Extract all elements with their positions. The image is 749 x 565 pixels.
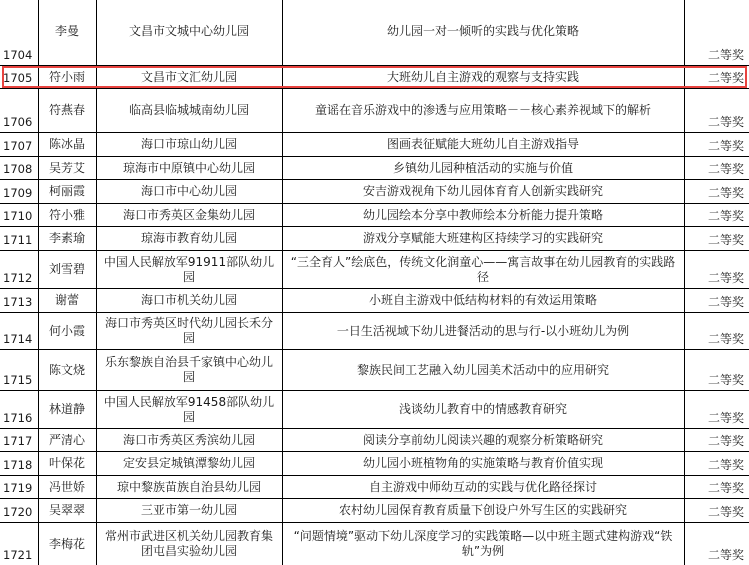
table-row bbox=[0, 452, 749, 476]
cell-award: 二等奖 bbox=[707, 139, 744, 153]
table-row bbox=[0, 180, 749, 204]
cell-title: 小班自主游戏中低结构材料的有效运用策略 bbox=[368, 293, 597, 307]
table-row bbox=[0, 66, 749, 89]
table-row bbox=[0, 204, 749, 227]
cell-name: 刘雪碧 bbox=[48, 262, 85, 276]
cell-award: 二等奖 bbox=[707, 505, 744, 519]
table-row bbox=[0, 313, 749, 350]
cell-unit: 海口市秀英区秀滨幼儿园 bbox=[122, 432, 255, 447]
cell-name: 李曼 bbox=[54, 23, 79, 38]
cell-unit: 琼海市教育幼儿园 bbox=[140, 231, 237, 245]
cell-award: 二等奖 bbox=[707, 373, 744, 387]
cell-title: 一日生活视域下幼儿进餐活动的思与行-以小班幼儿为例 bbox=[336, 323, 630, 338]
cell-name: 李梅花 bbox=[48, 536, 85, 551]
table-row bbox=[0, 391, 749, 429]
cell-title: 自主游戏中师幼互动的实践与优化路径探讨 bbox=[368, 479, 597, 494]
cell-unit: 定安县定城镇潭黎幼儿园 bbox=[122, 456, 255, 470]
cell-number: 1704 bbox=[3, 48, 33, 62]
table-row bbox=[0, 89, 749, 133]
table-row bbox=[0, 133, 749, 157]
cell-title: 乡镇幼儿园种植活动的实施与价值 bbox=[392, 160, 573, 175]
cell-title: 阅读分享前幼儿阅读兴趣的观察分析策略研究 bbox=[362, 432, 603, 447]
cell-number: 1714 bbox=[3, 332, 33, 346]
cell-award: 二等奖 bbox=[707, 481, 744, 495]
cell-unit: 文昌市文汇幼儿园 bbox=[140, 69, 237, 84]
cell-name: 陈文烧 bbox=[48, 362, 85, 377]
cell-number: 1719 bbox=[3, 481, 33, 495]
cell-award: 二等奖 bbox=[707, 209, 744, 223]
cell-title: 安吉游戏视角下幼儿园体育育人创新实践研究 bbox=[362, 184, 603, 198]
cell-unit: 常州市武进区机关幼儿园教育集团屯昌实验幼儿园 bbox=[104, 529, 273, 558]
cell-title: 幼儿园一对一倾听的实践与优化策略 bbox=[386, 23, 579, 38]
cell-number: 1706 bbox=[3, 115, 33, 129]
cell-title: 游戏分享赋能大班建构区持续学习的实践研究 bbox=[362, 231, 603, 245]
table-row bbox=[0, 350, 749, 391]
cell-award: 二等奖 bbox=[707, 271, 744, 285]
cell-number: 1708 bbox=[3, 162, 33, 176]
cell-award: 二等奖 bbox=[707, 115, 744, 129]
cell-award: 二等奖 bbox=[707, 434, 744, 448]
cell-number: 1720 bbox=[3, 505, 33, 519]
cell-number: 1710 bbox=[3, 209, 33, 223]
cell-award: 二等奖 bbox=[707, 48, 744, 62]
table-row bbox=[0, 0, 749, 66]
cell-award: 二等奖 bbox=[707, 548, 744, 562]
table-row bbox=[0, 476, 749, 499]
cell-award: 二等奖 bbox=[707, 458, 744, 472]
table-row bbox=[0, 251, 749, 289]
cell-name: 谢蕾 bbox=[54, 293, 79, 307]
cell-number: 1712 bbox=[3, 271, 33, 285]
cell-title: 童谣在音乐游戏中的渗透与应用策略－－核心素养视域下的解析 bbox=[314, 103, 651, 117]
cell-title: 图画表征赋能大班幼儿自主游戏指导 bbox=[386, 137, 579, 151]
cell-award: 二等奖 bbox=[707, 233, 744, 247]
cell-title: 农村幼儿园保育教育质量下创设户外写生区的实践研究 bbox=[338, 503, 627, 517]
cell-unit: 琼中黎族苗族自治县幼儿园 bbox=[116, 479, 261, 494]
cell-number: 1718 bbox=[3, 458, 33, 472]
cell-unit: 海口市秀英区时代幼儿园长禾分园 bbox=[104, 316, 273, 345]
table-row bbox=[0, 227, 749, 251]
cell-number: 1705 bbox=[3, 71, 33, 85]
cell-award: 二等奖 bbox=[707, 71, 744, 85]
cell-number: 1715 bbox=[3, 373, 33, 387]
cell-unit: 海口市机关幼儿园 bbox=[140, 293, 237, 307]
cell-unit: 琼海市中原镇中心幼儿园 bbox=[122, 160, 255, 175]
cell-name: 符小雅 bbox=[48, 207, 85, 222]
cell-unit: 临高县临城城南幼儿园 bbox=[128, 103, 249, 117]
cell-award: 二等奖 bbox=[707, 411, 744, 425]
cell-award: 二等奖 bbox=[707, 162, 744, 176]
cell-award: 二等奖 bbox=[707, 186, 744, 200]
cell-title: 大班幼儿自主游戏的观察与支持实践 bbox=[386, 69, 579, 84]
cell-unit: 三亚市第一幼儿园 bbox=[140, 503, 237, 517]
table-row bbox=[0, 157, 749, 180]
cell-name: 符燕春 bbox=[48, 103, 85, 117]
cell-unit: 海口市琼山幼儿园 bbox=[140, 137, 237, 151]
cell-name: 柯丽霞 bbox=[48, 184, 85, 198]
table-row bbox=[0, 499, 749, 523]
cell-number: 1721 bbox=[3, 548, 33, 562]
table-row bbox=[0, 289, 749, 313]
cell-name: 严清心 bbox=[48, 432, 85, 447]
cell-number: 1713 bbox=[3, 295, 33, 309]
table-row bbox=[0, 429, 749, 452]
cell-number: 1717 bbox=[3, 434, 33, 448]
cell-title: 幼儿园小班植物角的实施策略与教育价值实现 bbox=[362, 456, 603, 470]
cell-title: 幼儿园绘本分享中教师绘本分析能力提升策略 bbox=[362, 207, 603, 222]
cell-name: 冯世娇 bbox=[48, 479, 85, 494]
cell-name: 何小霞 bbox=[48, 323, 85, 338]
cell-title: 黎族民间工艺融入幼儿园美术活动中的应用研究 bbox=[356, 362, 609, 377]
cell-name: 吴翠翠 bbox=[48, 503, 85, 517]
cell-number: 1711 bbox=[3, 233, 33, 247]
cell-unit: 乐东黎族自治县千家镇中心幼儿园 bbox=[104, 355, 273, 384]
cell-name: 陈冰晶 bbox=[48, 137, 85, 151]
cell-unit: 文昌市文城中心幼儿园 bbox=[128, 23, 249, 38]
cell-name: 林道静 bbox=[48, 402, 85, 416]
cell-number: 1707 bbox=[3, 139, 33, 153]
cell-unit: 中国人民解放军91911部队幼儿园 bbox=[103, 254, 275, 284]
table-row bbox=[0, 523, 749, 565]
cell-number: 1716 bbox=[3, 411, 33, 425]
cell-name: 吴芳艾 bbox=[48, 160, 85, 175]
cell-award: 二等奖 bbox=[707, 295, 744, 309]
cell-unit: 海口市秀英区金集幼儿园 bbox=[122, 207, 255, 222]
cell-name: 李素瑜 bbox=[48, 231, 85, 245]
cell-unit: 中国人民解放军91458部队幼儿园 bbox=[103, 394, 275, 424]
cell-title: “问题情境”驱动下幼儿深度学习的实践策略—以中班主题式建构游戏“铁轨”为例 bbox=[293, 529, 673, 558]
cell-award: 二等奖 bbox=[707, 332, 744, 346]
cell-unit: 海口市中心幼儿园 bbox=[140, 184, 237, 198]
cell-name: 叶保花 bbox=[48, 456, 85, 470]
cell-title: 浅谈幼儿教育中的情感教育研究 bbox=[398, 402, 567, 416]
cell-name: 符小雨 bbox=[48, 69, 85, 84]
cell-title: “三全育人”绘底色，传统文化润童心——寓言故事在幼儿园教育的实践路径 bbox=[290, 254, 676, 284]
cell-number: 1709 bbox=[3, 186, 33, 200]
